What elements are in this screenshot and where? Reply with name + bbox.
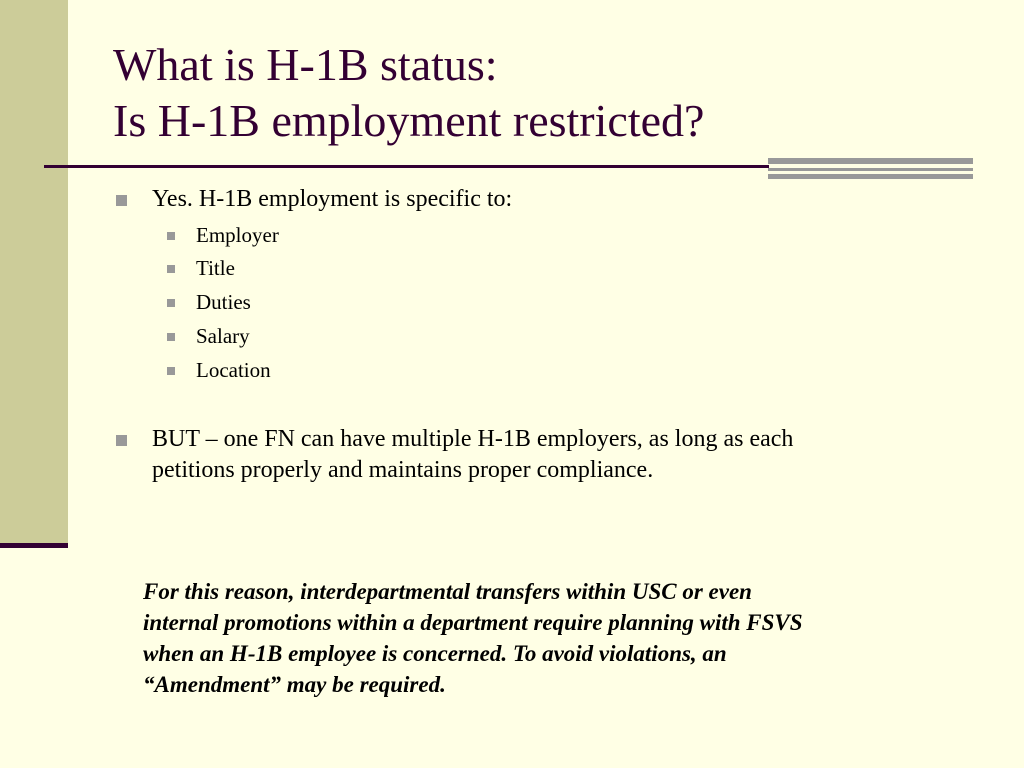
square-bullet-icon xyxy=(167,367,175,375)
compliance-callout xyxy=(143,576,993,700)
square-bullet-icon xyxy=(167,232,175,240)
bullet-1-text: Yes. H-1B employment is specific to: xyxy=(152,186,513,212)
bullet-2-text-line-2: petitions properly and maintains proper compliance. xyxy=(152,457,654,483)
side-decor-underline xyxy=(0,543,68,548)
accent-bar-bottom xyxy=(768,174,973,179)
sub-bullet-text: Employer xyxy=(196,223,279,247)
slide-title xyxy=(113,37,993,149)
square-bullet-icon xyxy=(167,299,175,307)
side-decor-bar xyxy=(0,0,68,546)
title-underline-rule xyxy=(44,165,769,168)
sub-bullet-text: Duties xyxy=(196,290,251,314)
square-bullet-icon xyxy=(167,333,175,341)
square-bullet-icon xyxy=(116,195,127,206)
square-bullet-icon xyxy=(116,435,127,446)
accent-bar-middle xyxy=(768,168,973,171)
sub-bullet-text: Location xyxy=(196,358,271,382)
callout-line-2: internal promotions within a department require planning with FSVS xyxy=(143,610,803,635)
callout-line-4: “Amendment” may be required. xyxy=(143,672,446,697)
sub-bullet-text: Salary xyxy=(196,324,250,348)
callout-line-1: For this reason, interdepartmental transfers within USC or even xyxy=(143,579,752,604)
bullet-2-text-line-1: BUT – one FN can have multiple H-1B employers, as long as each xyxy=(152,426,794,452)
square-bullet-icon xyxy=(167,265,175,273)
callout-line-3: when an H-1B employee is concerned. To avoid violations, an xyxy=(143,641,727,666)
sub-bullet-text: Title xyxy=(196,256,235,280)
accent-bar-top xyxy=(768,158,973,164)
title-line-1: What is H-1B status: xyxy=(113,39,498,90)
title-line-2: Is H-1B employment restricted? xyxy=(113,95,705,146)
